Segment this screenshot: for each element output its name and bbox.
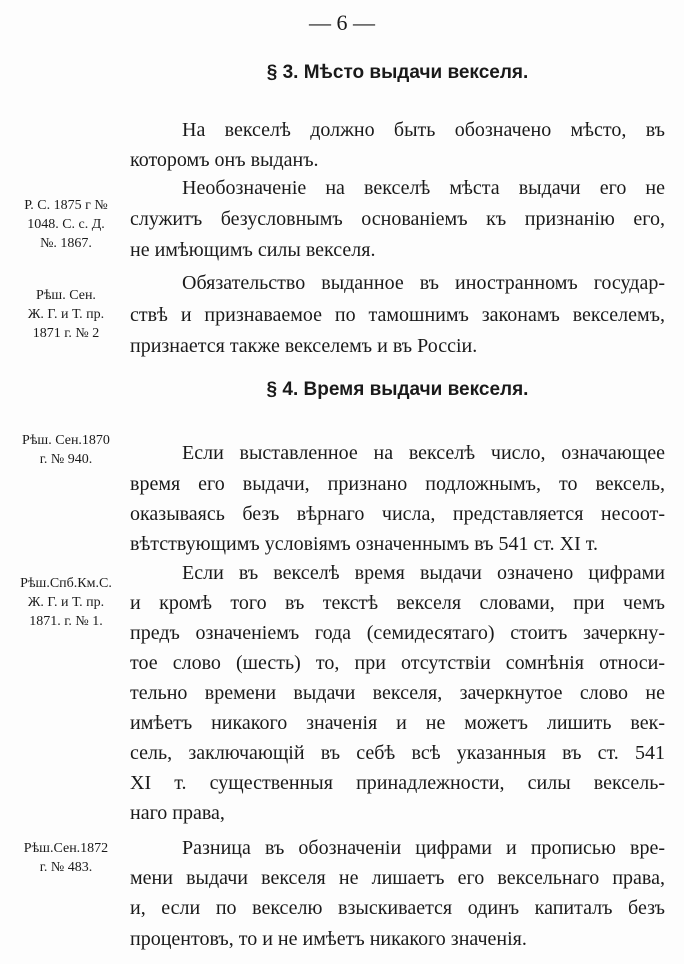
paragraph-line: служитъ безусловнымъ основаніемъ къ признанію его, xyxy=(130,208,665,230)
section-title: § 3. Мѣсто выдачи векселя. xyxy=(266,62,529,83)
margin-note: 1048. С. с. Д. xyxy=(27,217,105,232)
paragraph-line: предъ означеніемъ года (семидесятаго) стоитъ зачеркну- xyxy=(130,622,665,644)
paragraph-line: тое слово (шесть) то, при отсутствіи сомнѣнія относи- xyxy=(130,652,665,674)
paragraph-line: ствѣ и признаваемое по тамошнимъ законамъ векселемъ, xyxy=(130,304,665,326)
margin-note: Рѣш. Сен.1870 xyxy=(22,433,110,448)
paragraph-line: сель, заключающій въ себѣ всѣ указанныя въ ст. 541 xyxy=(130,742,665,764)
paragraph-line: Обязательство выданное въ иностранномъ государ- xyxy=(182,272,665,294)
paragraph-line: не имѣющимъ силы векселя. xyxy=(130,239,376,261)
margin-note: №. 1867. xyxy=(40,236,92,251)
margin-note: г. № 483. xyxy=(39,860,93,875)
margin-note: Рѣш. Сен. xyxy=(36,288,96,303)
paragraph-line: Разница въ обозначеніи цифрами и прописью вре- xyxy=(182,837,665,859)
margin-note: г. № 940. xyxy=(39,452,93,467)
paragraph-line: Необозначеніе на векселѣ мѣста выдачи его не xyxy=(182,177,665,199)
paragraph-line: оказываясь безъ вѣрнаго числа, представляется несоот- xyxy=(130,503,665,525)
margin-note: Рѣш.Спб.Км.С. xyxy=(20,576,112,591)
paragraph-line: и кромѣ того въ текстѣ векселя словами, при чемъ xyxy=(130,592,665,614)
paragraph-line: наго права, xyxy=(130,802,225,824)
margin-note: Ж. Г. и Т. пр. xyxy=(27,307,105,322)
paragraph-line: мени выдачи векселя не лишаетъ его вексельнаго права, xyxy=(130,867,665,889)
paragraph-line: XI т. существенныя принадлежности, силы вексель- xyxy=(130,772,665,794)
margin-note: Р. С. 1875 г № xyxy=(24,198,108,213)
paragraph-line: которомъ онъ выданъ. xyxy=(130,149,319,171)
paragraph-line: Если выставленное на векселѣ число, означающее xyxy=(182,442,665,464)
page-number: — 6 — xyxy=(309,10,375,35)
margin-note: 1871. г. № 1. xyxy=(29,614,103,629)
margin-note: Ж. Г. и Т. пр. xyxy=(27,595,105,610)
margin-note: Рѣш.Сен.1872 xyxy=(23,841,109,856)
paragraph-line: На векселѣ должно быть обозначено мѣсто, въ xyxy=(182,119,665,141)
paragraph-line: Если въ векселѣ время выдачи означено цифрами xyxy=(182,562,665,584)
paragraph-line: время его выдачи, признано подложнымъ, то вексель, xyxy=(130,473,665,495)
paragraph-line: имѣетъ никакого значенія и не можетъ лишить век- xyxy=(130,712,665,734)
section-title: § 4. Время выдачи векселя. xyxy=(266,379,529,400)
paragraph-line: тельно времени выдачи векселя, зачеркнутое слово не xyxy=(130,682,665,704)
paragraph-line: вѣтствующимъ условіямъ означеннымъ въ 541 ст. XI т. xyxy=(130,533,598,555)
margin-note: 1871 г. № 2 xyxy=(32,326,100,341)
paragraph-line: процентовъ, то и не имѣетъ никакого значенія. xyxy=(130,928,527,950)
paragraph-line: и, если по векселю взыскивается одинъ капиталъ безъ xyxy=(130,897,665,919)
paragraph-line: признается также векселемъ и въ Россіи. xyxy=(130,335,478,357)
